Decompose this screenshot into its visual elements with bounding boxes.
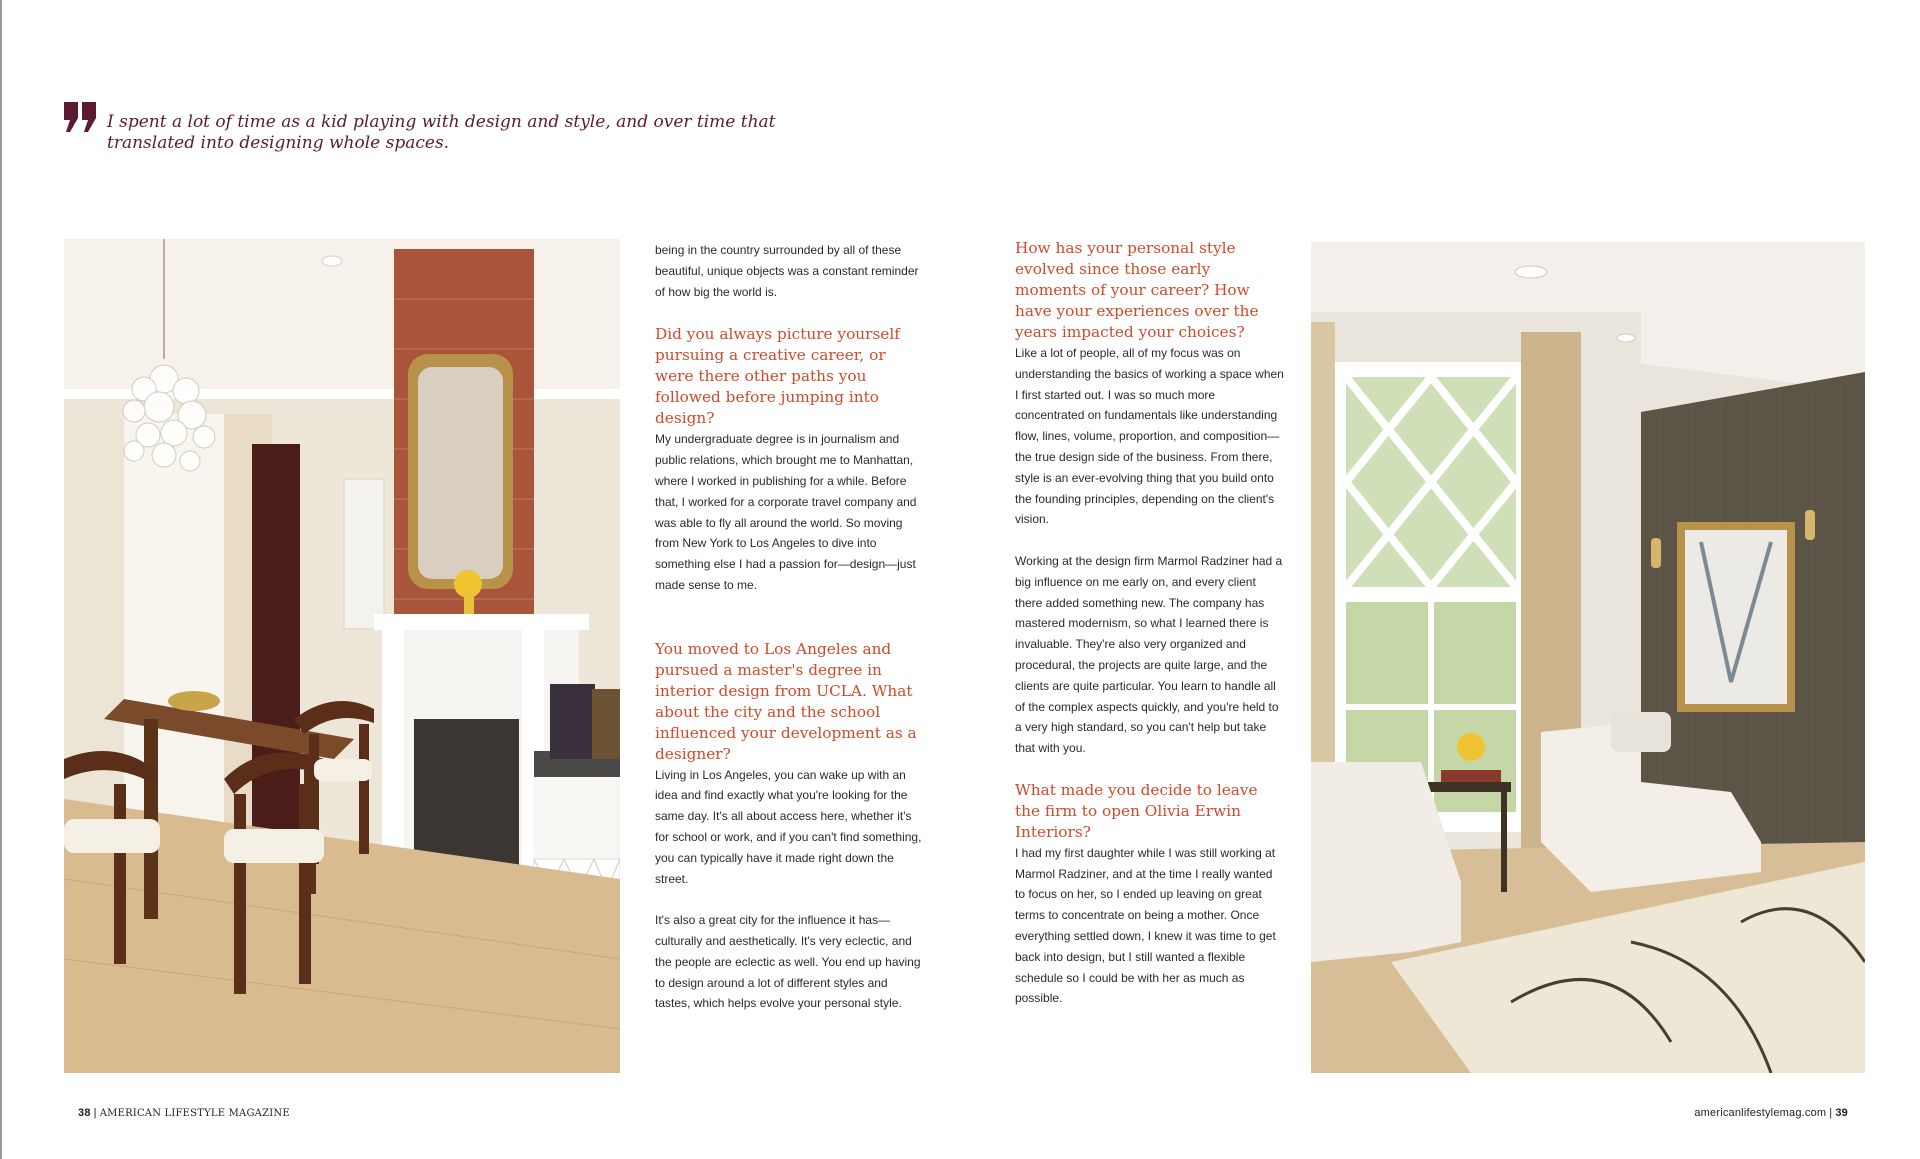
answer-paragraph: I had my first daughter while I was still working at Marmol Radziner, and at the time I really wanted to focus on her, so I ended up leaving on great terms to concentrate on being a mother. Once everything settled down, I knew it was time to get back into design, but I still wanted a flexible schedule so I could be with her as much as possible.: [1015, 845, 1276, 1006]
dining-room-photo: [64, 239, 620, 1073]
question-heading: Did you always picture yourself pursuing a creative career, or were there other paths you followed before jumping into design?: [655, 325, 900, 428]
folio-left: [78, 1107, 290, 1119]
answer-paragraph: Working at the design firm Marmol Radziner had a big influence on me early on, and every client there added something new. The company has mastered modernism, so what I learned there is invaluable. They're also very organized and procedural, the projects are quite large, and the clients are quite particular. You learn to handle all of the complex aspects quickly, and you're held to a very high standard, so you can't help but take that with you.: [1015, 553, 1283, 756]
pull-quote-text: I spent a lot of time as a kid playing with design and style, and over time that translated into designing whole spaces.: [107, 112, 776, 153]
answer-paragraph: My undergraduate degree is in journalism and public relations, which brought me to Manhattan, where I worked in publishing for a while. Before that, I worked for a corporate travel company and was able to fly all around the world. So moving from New York to Los Angeles to dive into something else I had a passion for—design—just made sense to me.: [655, 432, 917, 592]
magazine-name: AMERICAN LIFESTYLE MAGAZINE: [99, 1108, 290, 1119]
quotation-mark-icon: [64, 102, 98, 132]
folio-separator: |: [1829, 1107, 1833, 1119]
page-number-right: 39: [1835, 1107, 1848, 1119]
folio-separator: |: [93, 1107, 97, 1119]
answer-paragraph: Like a lot of people, all of my focus was on understanding the basics of working a space when I first started out. I was so much more concentrated on fundamentals like understanding flow, lines, volume, proportion, and composition—the true design side of the business. From there, style is an ever-evolving thing that you build onto the founding principles, depending on the client's vision.: [1015, 346, 1284, 527]
text-column-2: [1015, 238, 1285, 1030]
intro-paragraph: being in the country surrounded by all of these beautiful, unique objects was a constant reminder of how big the world is.: [655, 243, 919, 299]
page-number-left: 38: [78, 1107, 91, 1119]
question-heading: How has your personal style evolved since those early moments of your career? How have your experiences over the years impacted your choices?: [1015, 239, 1259, 341]
question-heading: You moved to Los Angeles and pursued a master's degree in interior design from UCLA. What about the city and the school influenced your development as a designer?: [655, 639, 917, 763]
folio-right: [1694, 1107, 1848, 1119]
answer-paragraph: It's also a great city for the influence it has—culturally and aesthetically. It's very eclectic, and the people are eclectic as well. You end up having to design around a lot of different styles and tastes, which helps evolve your personal style.: [655, 913, 921, 1011]
page-edge: [0, 0, 2, 1159]
living-room-photo: [1311, 242, 1865, 1073]
answer-paragraph: Living in Los Angeles, you can wake up with an idea and find exactly what you're looking for the same day. It's all about access here, whether it's for school or work, and if you can't find something, you can typically have it made right down the street.: [655, 767, 922, 886]
question-heading: What made you decide to leave the firm to open Olivia Erwin Interiors?: [1015, 780, 1258, 841]
website-link[interactable]: americanlifestylemag.com: [1694, 1107, 1827, 1119]
text-column-1: [655, 240, 925, 1035]
